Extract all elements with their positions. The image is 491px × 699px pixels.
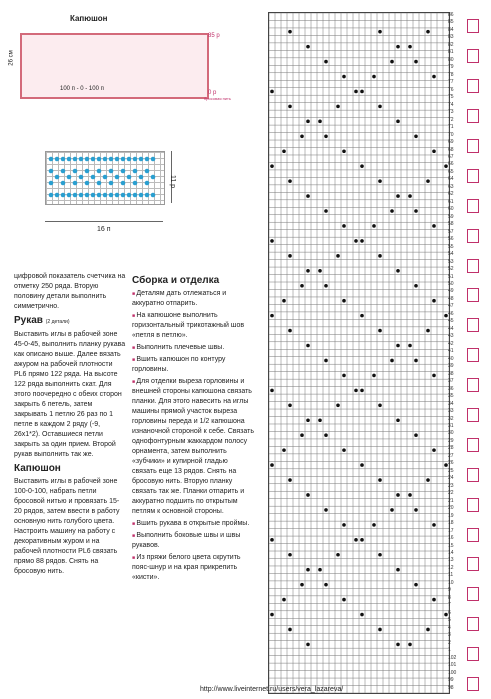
lace-hole-dot [396,269,400,273]
lace-hole-dot [342,75,346,79]
chart-row-number: 36 [448,385,454,392]
lace-hole-dot [318,120,322,124]
lace-hole-dot [396,643,400,647]
chart-row-number: 32 [448,415,454,422]
lace-hole-dot [414,433,418,437]
chart-row-number: 34 [448,400,454,407]
chart-row-number: 98 [448,684,454,691]
chart-row-marker [467,528,479,542]
chart-row-number: 52 [448,266,454,273]
chart-row-number: 76 [448,86,454,93]
lace-hole-dot [390,359,394,363]
chart-row-marker [467,199,479,213]
lace-hole-dot [306,568,310,572]
lace-hole-dot [306,45,310,49]
chart-row-number: 8 [448,594,451,601]
lace-hole-dot [282,448,286,452]
lace-hole-dot [408,643,412,647]
lace-hole-dot [300,583,304,587]
hood-label-top: 85 р [208,33,220,39]
chart-row-number: 21 [448,497,454,504]
lace-hole-dot [414,359,418,363]
lace-hole-dot [288,105,292,109]
lace-hole-dot [288,628,292,632]
lace-hole-dot [288,329,292,333]
lace-hole-dot [354,90,358,94]
chart-row-number: 59 [448,213,454,220]
lace-hole-dot [342,299,346,303]
chart-row-number: 46 [448,310,454,317]
lace-hole-dot [372,224,376,228]
chart-row-number: 23 [448,482,454,489]
lace-hole-dot [426,478,430,482]
lace-hole-dot [426,179,430,183]
lace-hole-dot [414,508,418,512]
chart-row-number: 13 [448,557,454,564]
chart-row-number: 16 [448,535,454,542]
lace-hole-dot [324,433,328,437]
lace-hole-dot [432,374,436,378]
lace-hole-dot [396,45,400,49]
hood-heading: Капюшон [14,463,61,474]
lace-hole-dot [378,105,382,109]
chart-row-number: 38 [448,370,454,377]
chart-row-number: 4 [448,624,451,631]
lace-hole-dot [306,418,310,422]
lace-hole-dot [390,209,394,213]
lace-hole-dot [270,389,274,393]
chart-row-marker [467,318,479,332]
chart-row-marker [467,79,479,93]
lace-hole-dot [354,389,358,393]
chart-row-number: 62 [448,191,454,198]
lace-hole-dot [360,164,364,168]
chart-row-number: 83 [448,34,454,41]
lace-hole-dot [372,523,376,527]
lace-hole-dot [342,523,346,527]
chart-row-number: 58 [448,221,454,228]
lace-hole-dot [288,478,292,482]
chart-row-marker [467,408,479,422]
chart-row-number: 10 [448,579,454,586]
chart-row-number: 99 [448,677,454,684]
chart-row-marker [467,438,479,452]
lace-hole-dot [360,239,364,243]
chart-row-number: 54 [448,251,454,258]
chart-row-number: 1 [448,647,451,654]
lace-hole-dot [414,583,418,587]
chart-row-number: 71 [448,124,454,131]
lace-hole-dot [414,134,418,138]
lace-hole-dot [360,463,364,467]
lace-hole-dot [378,254,382,258]
chart-row-number: 19 [448,512,454,519]
lace-hole-dot [324,359,328,363]
chart-row-marker [467,229,479,243]
text-column-left [14,272,126,579]
chart-row-number: 47 [448,303,454,310]
chart-row-number: 3 [448,632,451,639]
chart-row-number: 69 [448,139,454,146]
text-column-right [132,272,254,585]
chart-row-marker [467,19,479,33]
lace-hole-dot [432,448,436,452]
lace-hole-dot [360,538,364,542]
lace-hole-dot [336,404,340,408]
lace-hole-dot [408,493,412,497]
lace-hole-dot [300,134,304,138]
chart-row-number: 61 [448,198,454,205]
lace-hole-dot [318,269,322,273]
sleeve-title: Рукав [14,315,43,326]
lace-hole-dot [432,75,436,79]
chart-row-number: 80 [448,56,454,63]
chart-row-number: 63 [448,183,454,190]
chart-row-number: 20 [448,505,454,512]
chart-row-number: 68 [448,146,454,153]
chart-row-number: 66 [448,161,454,168]
lace-hole-dot [360,613,364,617]
sleeve-text: Выставить иглы в рабочей зоне 45-0-45, выполнить планку рукава как описано выше. Далее вязать ажуром на рабочей плотности PL6 прямо 122 ряда. На высоте 122 ряда выполнить скат. Для этого поочередно с обеих сторон закрыть 6 петель, затем закрывать 1 петлю 26 раз по 1 петле в каждом 2 ряду (-9, 26х1*2). Оставшиеся петли закрыть за один прием. Второй рукав выполнить так же. [14,331,126,458]
lace-hole-dot [408,194,412,198]
chart-row-number: 82 [448,41,454,48]
sleeve-note: (2 детали) [45,319,70,325]
lace-hole-dot [270,613,274,617]
chart-row-number: 41 [448,348,454,355]
chart-row-number: 26 [448,460,454,467]
chart-row-number: 81 [448,49,454,56]
chart-row-marker [467,169,479,183]
chart-row-number: 24 [448,475,454,482]
lace-hole-dot [378,179,382,183]
lace-hole-dot [432,523,436,527]
lace-hole-dot [342,224,346,228]
chart-row-number: 57 [448,228,454,235]
lace-hole-dot [372,75,376,79]
chart-row-number: 14 [448,550,454,557]
cuff-pattern [47,155,161,201]
lace-hole-dot [396,194,400,198]
lace-hole-dot [324,134,328,138]
assembly-item: ■ На капюшоне выполнить горизонтальный трикотажный шов «петля в петлю». [132,311,254,341]
lace-hole-dot [378,553,382,557]
chart-row-number: 74 [448,101,454,108]
lace-hole-dot [288,179,292,183]
assembly-item: ■ Выполнить плечевые швы. [132,343,254,353]
chart-row-number: 17 [448,527,454,534]
lace-hole-dot [324,284,328,288]
lace-hole-dot [270,164,274,168]
lace-hole-dot [336,254,340,258]
chart-row-number: 45 [448,318,454,325]
chart-row-number: 101 [448,662,457,669]
hood-title: Капюшон [70,14,108,23]
lace-hole-dot [396,120,400,124]
lace-hole-dot [288,254,292,258]
lace-hole-dot [414,209,418,213]
chart-row-marker [467,647,479,661]
lace-hole-dot [432,299,436,303]
lace-hole-dot [342,149,346,153]
assembly-heading: Сборка и отделка [132,275,220,286]
chart-row-number: 29 [448,437,454,444]
chart-row-marker [467,468,479,482]
chart-row-number: 65 [448,168,454,175]
lace-hole-dot [342,448,346,452]
cuff-height-label: 11 р [169,174,177,189]
lace-hole-dot [396,568,400,572]
lace-hole-dot [306,194,310,198]
lace-hole-dot [288,553,292,557]
chart-row-number: 49 [448,288,454,295]
lace-hole-dot [390,508,394,512]
lace-hole-dot [270,314,274,318]
chart-row-number: 2 [448,639,451,646]
chart-row-number: 60 [448,206,454,213]
hood-text: Выставить иглы в рабочей зоне 100-0-100, набрать петли бросовой нитью и провязать 15-20 рядов, затем ввести в работу основную нить голубого цвета. Настроить машину на работу с декоративным журом и на рабочей плотности PL6 связать прямо 88 рядов. Снять на бросовую нить. [14,478,120,575]
chart-row-number: 35 [448,393,454,400]
chart-row-number: 70 [448,131,454,138]
lace-hole-dot [414,60,418,64]
assembly-item: ■ Вшить рукава в открытые проймы. [132,519,254,529]
lace-hole-dot [378,404,382,408]
lace-hole-dot [378,30,382,34]
chart-row-marker [467,587,479,601]
lace-hole-dot [408,45,412,49]
chart-row-number: 7 [448,602,451,609]
lace-hole-dot [324,209,328,213]
lace-hole-dot [270,463,274,467]
chart-row-marker [467,557,479,571]
chart-row-number: 33 [448,408,454,415]
lace-hole-dot [396,493,400,497]
lace-hole-dot [270,538,274,542]
source-url: http://www.liveinternet.ru/users/vera_lazareva/ [200,686,344,693]
chart-row-number: 28 [448,445,454,452]
cuff-width-label: 16 п [97,226,111,233]
chart-row-markers [465,12,485,692]
lace-hole-dot [306,493,310,497]
intro-text: цифровой показатель счетчика на отметку 250 ряда. Вторую половину детали выполнить симметрично. [14,273,126,310]
lace-hole-dot [432,224,436,228]
chart-row-number: 15 [448,542,454,549]
assembly-item: ■ Выполнить боковые швы и швы рукавов. [132,531,254,551]
hood-schematic [20,33,209,99]
assembly-item: ■ Из пряжи белого цвета скрутить пояс-шнур и на края прикрепить «кисти». [132,553,254,583]
lace-hole-dot [414,284,418,288]
chart-row-number: 12 [448,564,454,571]
lace-hole-dot [336,553,340,557]
lace-hole-dot [426,628,430,632]
hood-label-bottom: 0 р [208,90,217,96]
chart-row-number: 18 [448,520,454,527]
lace-hole-dot [408,344,412,348]
chart-row-number: 53 [448,258,454,265]
lace-hole-dot [378,478,382,482]
lace-hole-dot [324,60,328,64]
chart-row-number: 25 [448,467,454,474]
chart-row-number: 67 [448,153,454,160]
lace-hole-dot [360,314,364,318]
lace-hole-dot [306,344,310,348]
lace-hole-dot [378,628,382,632]
chart-row-number: 55 [448,243,454,250]
chart-row-number: 11 [448,572,454,579]
chart-row-number: 42 [448,340,454,347]
chart-row-number: 86 [448,12,454,18]
lace-hole-dot [360,389,364,393]
lace-hole-dot [396,344,400,348]
lace-hole-dot [354,239,358,243]
chart-row-number: 102 [448,654,457,661]
chart-row-marker [467,109,479,123]
lace-hole-dot [282,598,286,602]
assembly-item: ■ Для отделки выреза горловины и внешней стороны капюшона связать планки. Для этого навесить на иглы машины прямой участок выреза горловины переда и 1/2 капюшона изнаночной стороной к себе. Связать однофонтурным жаккардом полосу орнамента, затем выполнить «зубчики» и купирной гладью связать еще 13 рядов. Снять на бросовую нить. Вторую планку связать так же. Планки отпарить и аккуратно подшить по открытым петлям к основной стороны. [132,377,254,517]
chart-row-number: 50 [448,281,454,287]
chart-row-number: 85 [448,19,454,26]
chart-row-number: 31 [448,422,454,429]
chart-row-number: 43 [448,333,454,340]
chart-row-marker [467,617,479,631]
lace-hole-dot [306,269,310,273]
lace-hole-dot [354,538,358,542]
lace-hole-dot [342,598,346,602]
chart-row-number: 51 [448,273,454,280]
chart-row-marker [467,139,479,153]
lace-hole-dot [270,90,274,94]
chart-row-numbers [448,12,462,692]
chart-row-number: 64 [448,176,454,183]
lace-hole-dot [426,30,430,34]
lace-hole-dot [306,120,310,124]
chart-row-number: 56 [448,236,454,243]
chart-row-marker [467,288,479,302]
lace-hole-dot [336,105,340,109]
chart-row-number: 39 [448,363,454,370]
chart-row-number: 44 [448,325,454,332]
sleeve-heading [14,316,126,327]
stitch-chart [268,12,450,694]
lace-hole-dot [270,239,274,243]
chart-row-number: 77 [448,79,454,86]
assembly-item: ■ Деталям дать отлежаться и аккуратно отпарить. [132,289,254,309]
chart-row-number: 9 [448,587,451,594]
chart-row-number: 22 [448,490,454,497]
lace-hole-dot [432,598,436,602]
chart-row-marker [467,498,479,512]
chart-row-number: 5 [448,617,451,624]
lace-hole-dot [324,508,328,512]
lace-hole-dot [300,433,304,437]
lace-hole-dot [282,299,286,303]
chart-row-number: 75 [448,94,454,101]
lace-hole-dot [342,374,346,378]
hood-side-label: 26 см [8,50,15,66]
assembly-item: ■ Вшить капюшон по контуру горловины. [132,355,254,375]
lace-hole-dot [426,329,430,333]
chart-row-number: 48 [448,295,454,302]
chart-row-number: 73 [448,109,454,116]
lace-hole-dot [288,30,292,34]
chart-row-number: 37 [448,378,454,385]
cuff-width-arrow [45,221,163,222]
lace-hole-dot [306,643,310,647]
hood-note: бросовая нить [204,96,231,101]
lace-hole-dot [324,583,328,587]
hood-span-label: 100 п - 0 - 100 п [60,86,104,92]
lace-hole-dot [378,329,382,333]
chart-row-number: 6 [448,609,451,616]
lace-hole-dot [372,374,376,378]
chart-row-number: 78 [448,71,454,78]
chart-row-number: 30 [448,430,454,437]
chart-row-marker [467,49,479,63]
chart-row-number: 40 [448,355,454,362]
chart-row-number: 100 [448,669,457,676]
lace-hole-dot [360,90,364,94]
lace-hole-dot [288,404,292,408]
chart-row-number: 84 [448,26,454,33]
lace-hole-dot [282,149,286,153]
lace-hole-dot [318,568,322,572]
chart-row-marker [467,677,479,691]
lace-hole-dot [300,284,304,288]
lace-hole-dot [318,418,322,422]
lace-hole-dot [390,60,394,64]
lace-hole-dot [396,418,400,422]
lace-hole-dot [432,149,436,153]
chart-row-number: 27 [448,452,454,459]
chart-row-marker [467,378,479,392]
chart-row-number: 79 [448,64,454,71]
chart-row-marker [467,348,479,362]
chart-row-number: 72 [448,116,454,123]
chart-row-marker [467,259,479,273]
